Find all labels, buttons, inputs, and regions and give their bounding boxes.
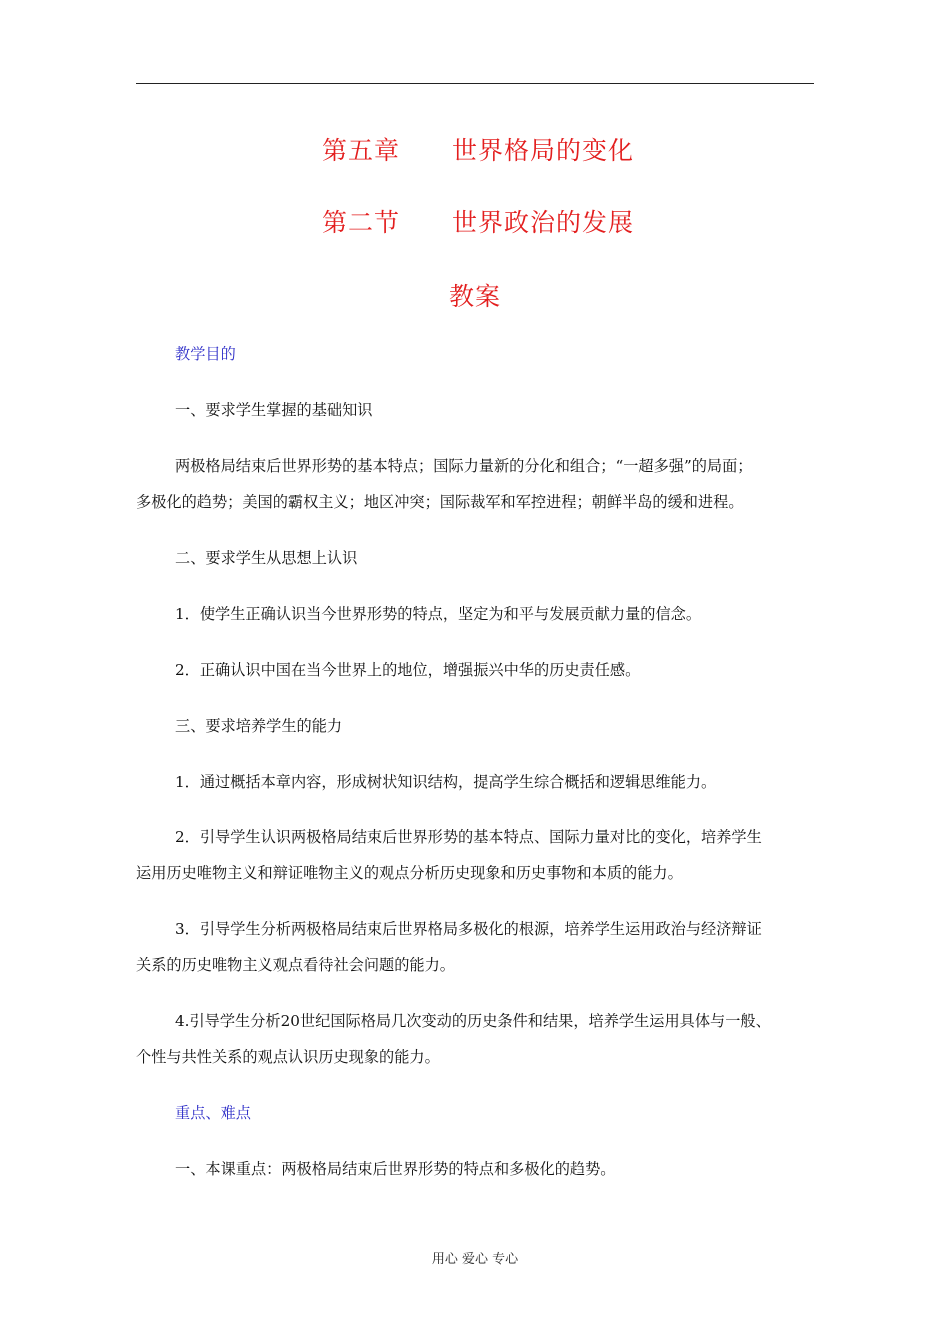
obj3-heading: 三、要求培养学生的能力 (175, 717, 343, 735)
obj2-item2: 2．正确认识中国在当今世界上的地位，增强振兴中华的历史责任感。 (175, 661, 641, 679)
obj3-item2-line2: 运用历史唯物主义和辩证唯物主义的观点分析历史现象和历史事物和本质的能力。 (136, 864, 683, 882)
page-footer: 用心 爱心 专心 (431, 1252, 519, 1267)
obj3-item3-line2: 关系的历史唯物主义观点看待社会问题的能力。 (136, 956, 455, 974)
obj3-item2-line1: 2．引导学生认识两极格局结束后世界形势的基本特点、国际力量对比的变化，培养学生 (175, 828, 762, 846)
section-title (136, 203, 814, 239)
obj3-item3-line1: 3．引导学生分析两极格局结束后世界格局多极化的根源，培养学生运用政治与经济辩证 (175, 920, 762, 938)
obj2-heading: 二、要求学生从思想上认识 (175, 549, 358, 567)
key-points-heading: 重点、难点 (175, 1104, 251, 1122)
chapter-number: 第五章 (322, 136, 401, 165)
obj3-item4-line2: 个性与共性关系的观点认识历史现象的能力。 (136, 1048, 440, 1066)
obj1-heading: 一、要求学生掌握的基础知识 (175, 401, 373, 419)
chapter-name: 世界格局的变化 (452, 136, 635, 165)
obj3-item4-line1: 4.引导学生分析20世纪国际格局几次变动的历史条件和结果，培养学生运用具体与一般、 (175, 1012, 771, 1030)
chapter-title (136, 131, 814, 167)
document-type-title: 教案 (448, 282, 501, 311)
header-rule (136, 83, 814, 84)
objectives-heading: 教学目的 (175, 345, 236, 363)
obj1-text-line2: 多极化的趋势；美国的霸权主义；地区冲突；国际裁军和军控进程；朝鲜半岛的缓和进程。 (136, 493, 744, 511)
key-point-1: 一、本课重点：两极格局结束后世界形势的特点和多极化的趋势。 (175, 1160, 616, 1178)
obj2-item1: 1．使学生正确认识当今世界形势的特点，坚定为和平与发展贡献力量的信念。 (175, 605, 702, 623)
section-number: 第二节 (322, 208, 401, 237)
obj3-item1: 1．通过概括本章内容，形成树状知识结构，提高学生综合概括和逻辑思维能力。 (175, 773, 717, 791)
obj1-text-line1: 两极格局结束后世界形势的基本特点；国际力量新的分化和组合；“一超多强”的局面； (175, 457, 753, 475)
section-name: 世界政治的发展 (452, 208, 635, 237)
